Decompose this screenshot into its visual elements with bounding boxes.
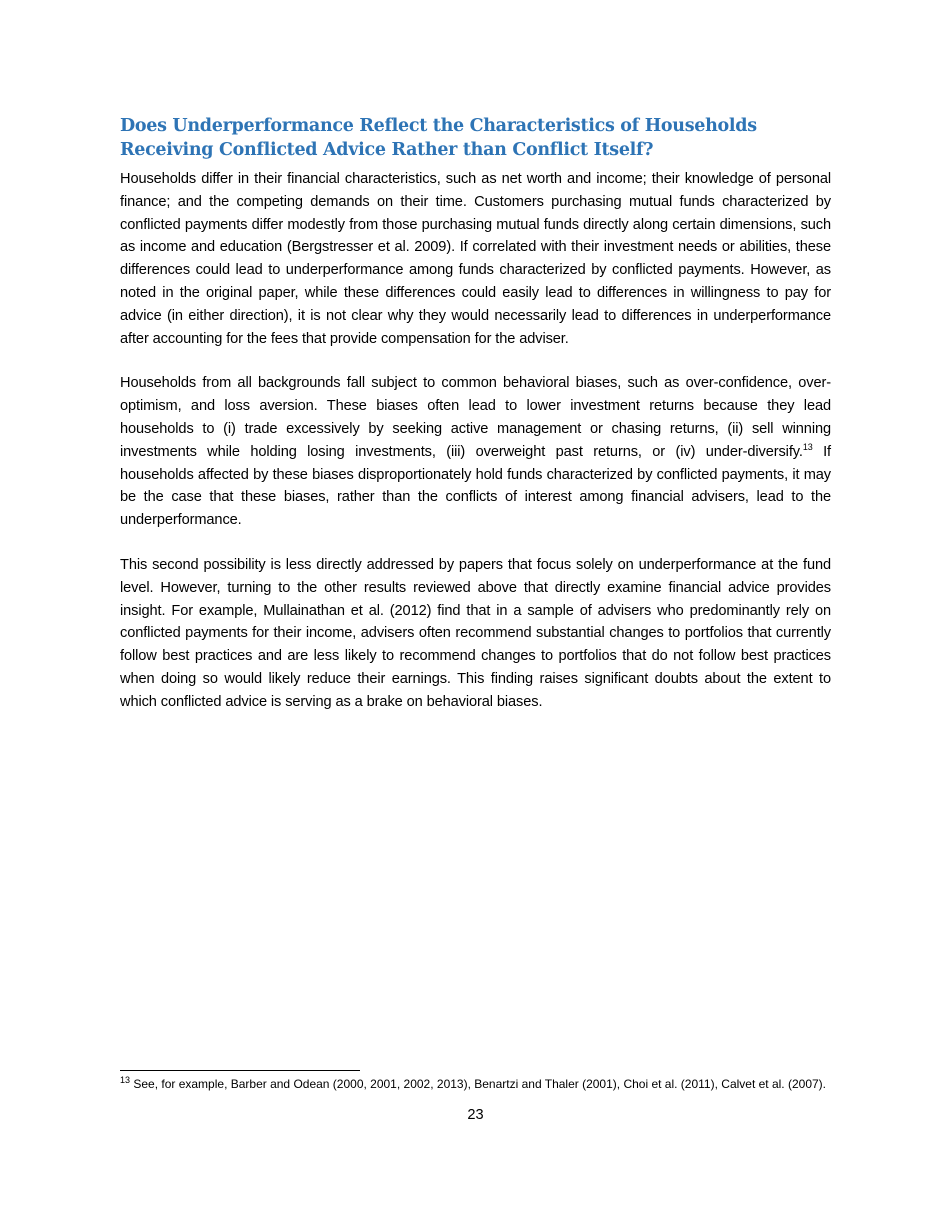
- paragraph-household-characteristics: Households differ in their financial characteristics, such as net worth and income; their knowledge of personal finance; and the competing demands on their time. Customers purchasing mutual funds characterized by conflicted payments differ modestly from those purchasing mutual funds directly along certain dimensions, such as income and education (Bergstresser et al. 2009). If correlated with their investment needs or abilities, these differences could lead to underperformance among funds characterized by conflicted payments. However, as noted in the original paper, while these differences could easily lead to differences in willingness to pay for advice (in either direction), it is not clear why they would necessarily lead to differences in underperformance after accounting for the fees that provide compensation for the adviser.: [120, 171, 831, 347]
- page-footer: [120, 1070, 831, 1125]
- footnote: [120, 1076, 831, 1093]
- main-content: [120, 114, 831, 736]
- page-number: 23: [467, 1107, 484, 1123]
- footnote-number: 13: [120, 1075, 131, 1085]
- paragraph-behavioral-biases: [120, 372, 831, 532]
- paragraph-text: If households affected by these biases disproportionately hold funds characterized by conflicted payments, it may be the case that these biases, rather than the conflicts of interest among financial advisers, lead to the underperformance.: [120, 443, 832, 529]
- footnote-reference[interactable]: 13: [802, 441, 813, 452]
- paragraph-text: Households from all backgrounds fall subject to common behavioral biases, such as over-confidence, over-optimism, and loss aversion. These biases often lead to lower investment returns because they lead households to (i) trade excessively by seeking active management or chasing returns, (ii) sell winning investments while holding losing investments, (iii) overweight past returns, or (iv) under-diversify.: [120, 375, 831, 460]
- paragraph-second-possibility: This second possibility is less directly addressed by papers that focus solely on underperformance at the fund level. However, turning to the other results reviewed above that directly examine financial advice provides insight. For example, Mullainathan et al. (2012) find that in a sample of advisers who predominantly rely on conflicted payments for their income, advisers often recommend substantial changes to portfolios that currently follow best practices and are less likely to recommend changes to portfolios that do not follow best practices when doing so would likely reduce their earnings. This finding raises significant doubts about the extent to which conflicted advice is serving as a brake on behavioral biases.: [120, 556, 831, 710]
- section-heading: Does Underperformance Reflect the Characteristics of Households Receiving Conflicted Advice Rather than Conflict Itself?: [120, 116, 757, 160]
- footnote-text: See, for example, Barber and Odean (2000, 2001, 2002, 2013), Benartzi and Thaler (2001), Choi et al. (2011), Calvet et al. (2007).: [130, 1077, 826, 1091]
- footnote-separator: [120, 1070, 360, 1071]
